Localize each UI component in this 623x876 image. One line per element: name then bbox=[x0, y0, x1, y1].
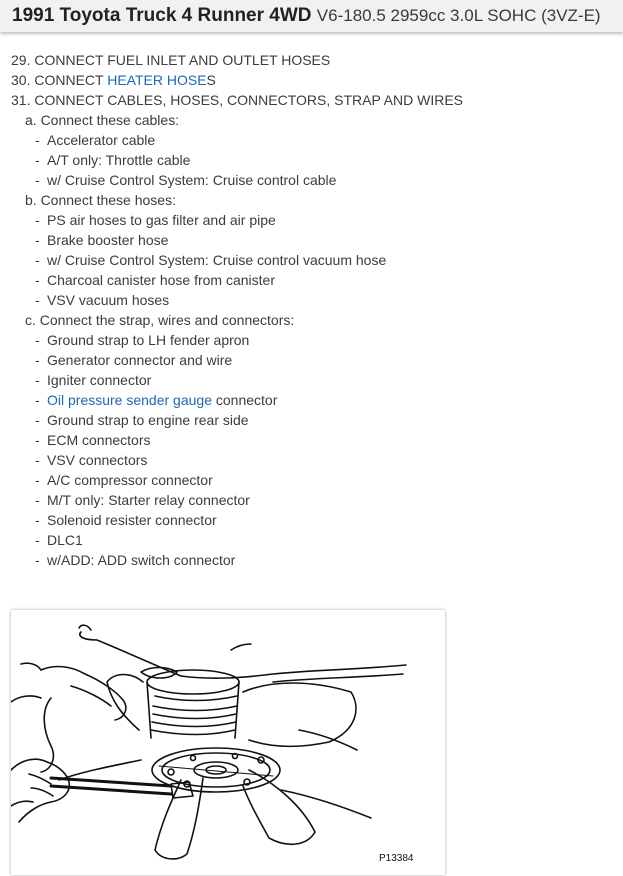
dash: - bbox=[35, 172, 40, 188]
list-item bbox=[0, 510, 623, 530]
engine-subtitle: V6-180.5 2959cc 3.0L SOHC (3VZ-E) bbox=[316, 6, 601, 25]
list-item bbox=[0, 250, 623, 270]
dash: - bbox=[35, 292, 40, 308]
procedure-content bbox=[0, 50, 623, 570]
figure-code: P13384 bbox=[379, 853, 414, 864]
list-item bbox=[0, 170, 623, 190]
dash: - bbox=[35, 212, 40, 228]
list-item bbox=[0, 230, 623, 250]
list-item-text: Igniter connector bbox=[47, 372, 152, 388]
list-item bbox=[0, 530, 623, 550]
list-item bbox=[0, 270, 623, 290]
list-item-text: Charcoal canister hose from canister bbox=[47, 272, 275, 288]
list-item-text: VSV vacuum hoses bbox=[47, 292, 170, 308]
oil-pressure-sender-gauge-link[interactable]: Oil pressure sender gauge bbox=[47, 392, 212, 408]
page-title bbox=[12, 4, 601, 28]
step-29: 29. CONNECT FUEL INLET AND OUTLET HOSES bbox=[11, 52, 331, 68]
dash: - bbox=[35, 132, 40, 148]
dash: - bbox=[35, 272, 40, 288]
list-item-text: DLC1 bbox=[47, 532, 83, 548]
list-item bbox=[0, 430, 623, 450]
list-item bbox=[0, 390, 623, 410]
substep-a-heading: a. Connect these cables: bbox=[25, 112, 180, 128]
dash: - bbox=[35, 492, 40, 508]
list-item-text: M/T only: Starter relay connector bbox=[47, 492, 250, 508]
list-item bbox=[0, 150, 623, 170]
procedure-illustration bbox=[11, 610, 445, 875]
list-item-text: Solenoid resister connector bbox=[47, 512, 217, 528]
step-30-prefix: 30. CONNECT bbox=[11, 72, 108, 88]
list-item bbox=[0, 210, 623, 230]
list-item-text: connector bbox=[212, 392, 278, 408]
dash: - bbox=[35, 512, 40, 528]
list-item bbox=[0, 350, 623, 370]
step-30 bbox=[0, 70, 623, 90]
dash: - bbox=[35, 332, 40, 348]
list-item-text: w/ Cruise Control System: Cruise control vacuum hose bbox=[47, 252, 387, 268]
list-item bbox=[0, 490, 623, 510]
dash: - bbox=[35, 352, 40, 368]
list-item-text: A/C compressor connector bbox=[47, 472, 213, 488]
dash: - bbox=[35, 412, 40, 428]
substep-c-heading: c. Connect the strap, wires and connectors: bbox=[25, 312, 295, 328]
vehicle-title: 1991 Toyota Truck 4 Runner 4WD bbox=[12, 5, 312, 26]
list-item-text: Ground strap to engine rear side bbox=[47, 412, 249, 428]
list-item-text: ECM connectors bbox=[47, 432, 151, 448]
list-item-text: PS air hoses to gas filter and air pipe bbox=[47, 212, 276, 228]
dash: - bbox=[35, 432, 40, 448]
dash: - bbox=[35, 232, 40, 248]
list-item-text: w/ Cruise Control System: Cruise control cable bbox=[47, 172, 337, 188]
list-item bbox=[0, 410, 623, 430]
list-item bbox=[0, 330, 623, 350]
list-item bbox=[0, 470, 623, 490]
list-item-text: Accelerator cable bbox=[47, 132, 156, 148]
dash: - bbox=[35, 152, 40, 168]
step-30-suffix: S bbox=[206, 72, 216, 88]
fan-illustration-drawing bbox=[11, 610, 445, 875]
dash: - bbox=[35, 552, 40, 568]
dash: - bbox=[35, 532, 40, 548]
list-item bbox=[0, 370, 623, 390]
step-31: 31. CONNECT CABLES, HOSES, CONNECTORS, STRAP AND WIRES bbox=[11, 92, 463, 108]
list-item bbox=[0, 290, 623, 310]
list-item-text: Brake booster hose bbox=[47, 232, 169, 248]
dash: - bbox=[35, 392, 40, 408]
heater-hose-link[interactable]: HEATER HOSE bbox=[107, 72, 207, 88]
list-item-text: Ground strap to LH fender apron bbox=[47, 332, 250, 348]
list-item bbox=[0, 550, 623, 570]
list-item-text: VSV connectors bbox=[47, 452, 148, 468]
dash: - bbox=[35, 472, 40, 488]
list-item-text: Generator connector and wire bbox=[47, 352, 233, 368]
list-item-text: w/ADD: ADD switch connector bbox=[47, 552, 236, 568]
page-header bbox=[0, 0, 623, 32]
dash: - bbox=[35, 252, 40, 268]
list-item-text: A/T only: Throttle cable bbox=[47, 152, 191, 168]
list-item bbox=[0, 130, 623, 150]
dash: - bbox=[35, 452, 40, 468]
substep-b-heading: b. Connect these hoses: bbox=[25, 192, 176, 208]
dash: - bbox=[35, 372, 40, 388]
list-item bbox=[0, 450, 623, 470]
